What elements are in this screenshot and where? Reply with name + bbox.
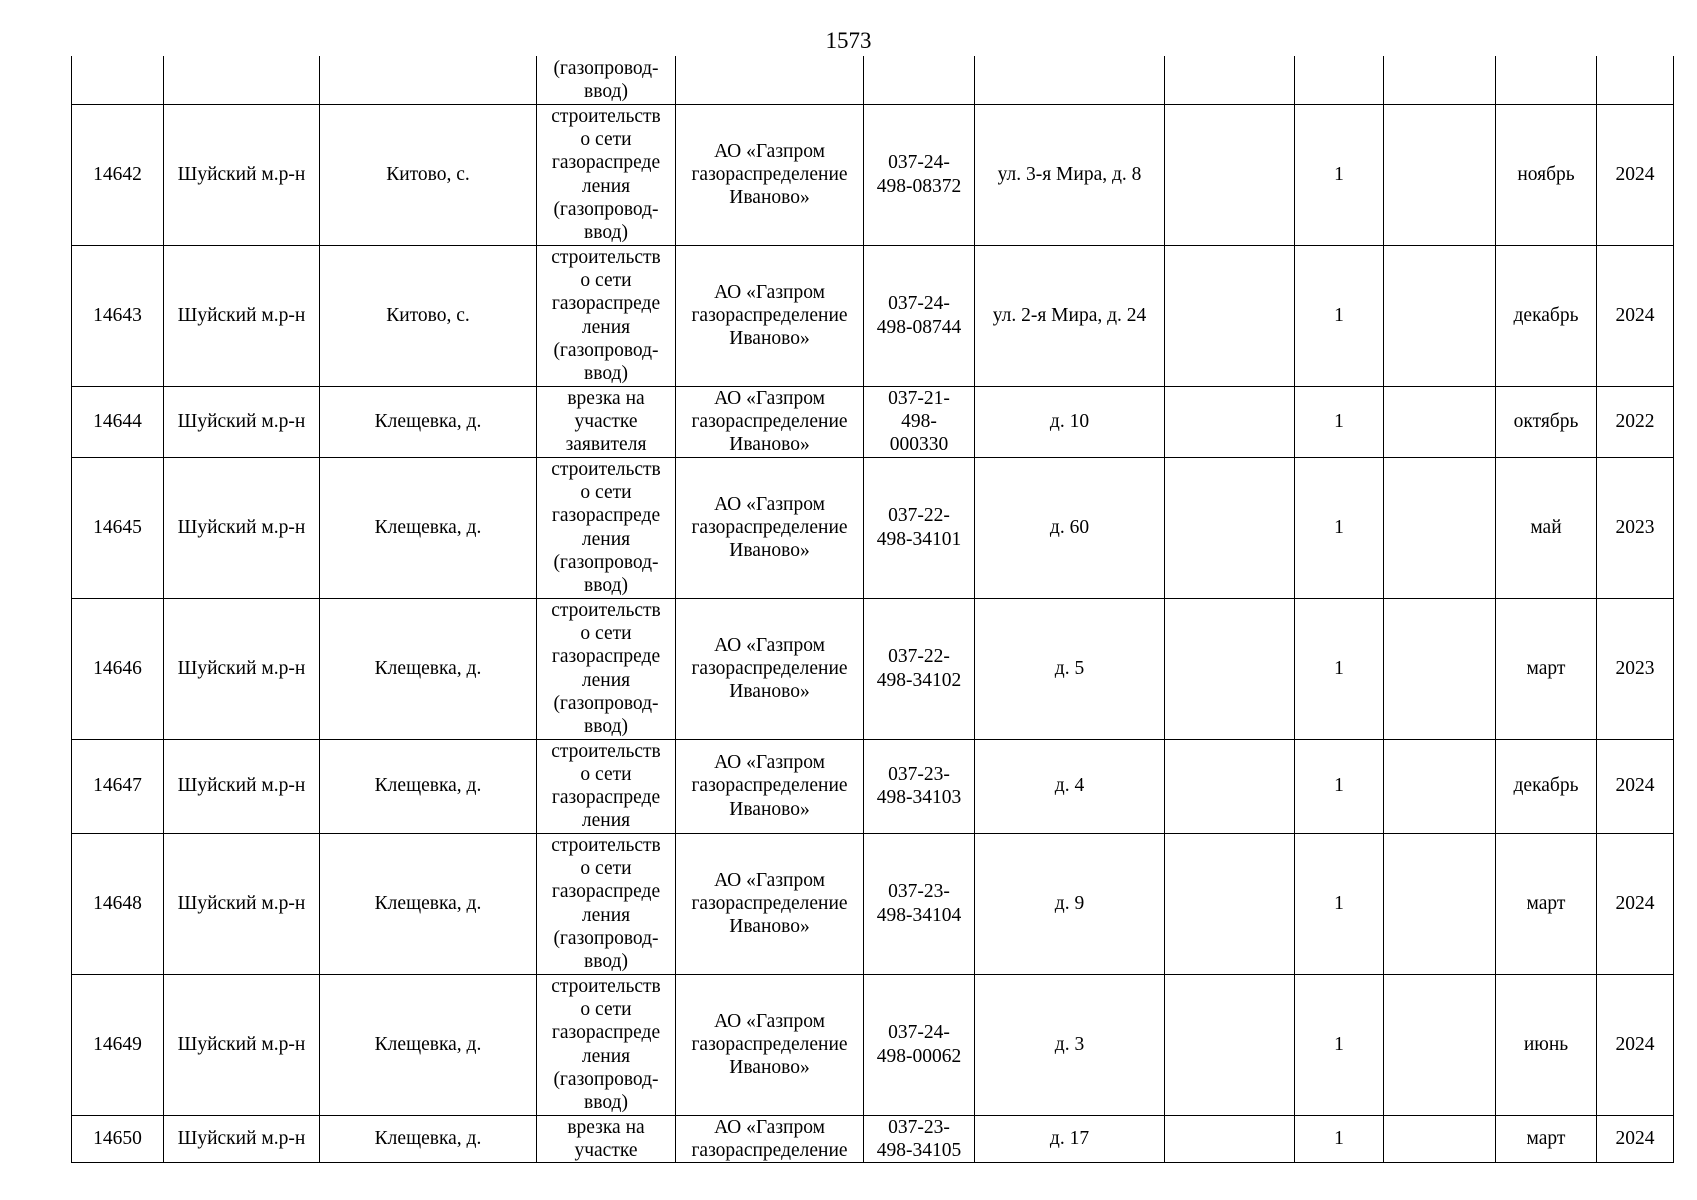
quantity-cell: 1 xyxy=(1295,104,1384,245)
application-number-cell: 037-23- 498-34105 xyxy=(864,1115,975,1162)
empty-cell xyxy=(1165,104,1295,245)
empty-cell xyxy=(1165,833,1295,974)
row-id-cell: 14643 xyxy=(72,245,164,386)
address-cell: д. 17 xyxy=(975,1115,1165,1162)
address-cell: д. 3 xyxy=(975,974,1165,1115)
year-cell: 2024 xyxy=(1597,739,1674,833)
locality-cell: Клещевка, д. xyxy=(320,1115,537,1162)
locality-cell: Клещевка, д. xyxy=(320,833,537,974)
empty-cell xyxy=(1165,457,1295,598)
locality-cell: Клещевка, д. xyxy=(320,598,537,739)
quantity-cell: 1 xyxy=(1295,1115,1384,1162)
locality-cell xyxy=(320,56,537,104)
empty-cell xyxy=(1384,1115,1496,1162)
district-cell: Шуйский м.р-н xyxy=(164,739,320,833)
work-type-cell: строительств о сети газораспреде ления (газопровод- ввод) xyxy=(537,598,676,739)
work-type-cell: строительств о сети газораспреде ления (газопровод- ввод) xyxy=(537,833,676,974)
year-cell: 2024 xyxy=(1597,1115,1674,1162)
application-number-cell: 037-22- 498-34102 xyxy=(864,598,975,739)
row-id-cell: 14644 xyxy=(72,386,164,457)
empty-cell xyxy=(1165,245,1295,386)
row-id-cell: 14648 xyxy=(72,833,164,974)
address-cell xyxy=(975,56,1165,104)
empty-cell xyxy=(1384,56,1496,104)
month-cell: март xyxy=(1496,598,1597,739)
empty-cell xyxy=(1165,56,1295,104)
application-number-cell: 037-21- 498- 000330 xyxy=(864,386,975,457)
work-type-cell: строительств о сети газораспреде ления (газопровод- ввод) xyxy=(537,245,676,386)
organization-cell: АО «Газпром газораспределение xyxy=(676,1115,864,1162)
row-id-cell: 14646 xyxy=(72,598,164,739)
application-number-cell xyxy=(864,56,975,104)
month-cell: март xyxy=(1496,833,1597,974)
year-cell: 2023 xyxy=(1597,457,1674,598)
empty-cell xyxy=(1165,386,1295,457)
work-type-cell: строительств о сети газораспреде ления xyxy=(537,739,676,833)
empty-cell xyxy=(1165,598,1295,739)
locality-cell: Китово, с. xyxy=(320,104,537,245)
quantity-cell: 1 xyxy=(1295,833,1384,974)
organization-cell: АО «Газпром газораспределение Иваново» xyxy=(676,104,864,245)
table-row xyxy=(72,974,1674,1115)
year-cell: 2024 xyxy=(1597,245,1674,386)
district-cell: Шуйский м.р-н xyxy=(164,245,320,386)
table-row xyxy=(72,104,1674,245)
quantity-cell: 1 xyxy=(1295,598,1384,739)
registry-body xyxy=(72,56,1674,1162)
organization-cell: АО «Газпром газораспределение Иваново» xyxy=(676,245,864,386)
empty-cell xyxy=(1165,974,1295,1115)
quantity-cell: 1 xyxy=(1295,739,1384,833)
organization-cell: АО «Газпром газораспределение Иваново» xyxy=(676,457,864,598)
page-number: 1573 xyxy=(825,28,872,53)
address-cell: д. 60 xyxy=(975,457,1165,598)
district-cell: Шуйский м.р-н xyxy=(164,1115,320,1162)
work-type-cell: (газопровод- ввод) xyxy=(537,56,676,104)
address-cell: д. 10 xyxy=(975,386,1165,457)
table-row xyxy=(72,386,1674,457)
quantity-cell: 1 xyxy=(1295,386,1384,457)
application-number-cell: 037-24- 498-08372 xyxy=(864,104,975,245)
year-cell: 2024 xyxy=(1597,833,1674,974)
empty-cell xyxy=(1384,245,1496,386)
work-type-cell: врезка на участке заявителя xyxy=(537,386,676,457)
application-number-cell: 037-22- 498-34101 xyxy=(864,457,975,598)
year-cell: 2024 xyxy=(1597,974,1674,1115)
organization-cell: АО «Газпром газораспределение Иваново» xyxy=(676,386,864,457)
district-cell: Шуйский м.р-н xyxy=(164,457,320,598)
work-type-cell: строительств о сети газораспреде ления (газопровод- ввод) xyxy=(537,457,676,598)
year-cell: 2023 xyxy=(1597,598,1674,739)
table-row xyxy=(72,598,1674,739)
empty-cell xyxy=(1384,104,1496,245)
empty-cell xyxy=(1384,974,1496,1115)
empty-cell xyxy=(1384,833,1496,974)
district-cell: Шуйский м.р-н xyxy=(164,598,320,739)
work-type-cell: строительств о сети газораспреде ления (газопровод- ввод) xyxy=(537,104,676,245)
registry-table xyxy=(71,56,1674,1163)
empty-cell xyxy=(1384,598,1496,739)
row-id-cell: 14650 xyxy=(72,1115,164,1162)
year-cell: 2024 xyxy=(1597,104,1674,245)
address-cell: ул. 2-я Мира, д. 24 xyxy=(975,245,1165,386)
empty-cell xyxy=(1384,386,1496,457)
table-row xyxy=(72,739,1674,833)
month-cell: ноябрь xyxy=(1496,104,1597,245)
work-type-cell: строительств о сети газораспреде ления (газопровод- ввод) xyxy=(537,974,676,1115)
month-cell: октябрь xyxy=(1496,386,1597,457)
locality-cell: Китово, с. xyxy=(320,245,537,386)
quantity-cell: 1 xyxy=(1295,974,1384,1115)
address-cell: д. 5 xyxy=(975,598,1165,739)
month-cell: май xyxy=(1496,457,1597,598)
organization-cell xyxy=(676,56,864,104)
organization-cell: АО «Газпром газораспределение Иваново» xyxy=(676,739,864,833)
month-cell xyxy=(1496,56,1597,104)
application-number-cell: 037-24- 498-00062 xyxy=(864,974,975,1115)
organization-cell: АО «Газпром газораспределение Иваново» xyxy=(676,974,864,1115)
table-row xyxy=(72,245,1674,386)
district-cell: Шуйский м.р-н xyxy=(164,833,320,974)
row-id-cell: 14647 xyxy=(72,739,164,833)
row-id-cell: 14649 xyxy=(72,974,164,1115)
year-cell: 2022 xyxy=(1597,386,1674,457)
row-id-cell xyxy=(72,56,164,104)
empty-cell xyxy=(1384,457,1496,598)
month-cell: декабрь xyxy=(1496,739,1597,833)
table-row xyxy=(72,1115,1674,1162)
empty-cell xyxy=(1165,739,1295,833)
locality-cell: Клещевка, д. xyxy=(320,974,537,1115)
district-cell: Шуйский м.р-н xyxy=(164,104,320,245)
month-cell: июнь xyxy=(1496,974,1597,1115)
quantity-cell: 1 xyxy=(1295,457,1384,598)
table-row xyxy=(72,56,1674,104)
row-id-cell: 14642 xyxy=(72,104,164,245)
address-cell: д. 9 xyxy=(975,833,1165,974)
work-type-cell: врезка на участке xyxy=(537,1115,676,1162)
year-cell xyxy=(1597,56,1674,104)
quantity-cell xyxy=(1295,56,1384,104)
organization-cell: АО «Газпром газораспределение Иваново» xyxy=(676,833,864,974)
application-number-cell: 037-24- 498-08744 xyxy=(864,245,975,386)
locality-cell: Клещевка, д. xyxy=(320,739,537,833)
month-cell: март xyxy=(1496,1115,1597,1162)
table-row xyxy=(72,833,1674,974)
district-cell xyxy=(164,56,320,104)
organization-cell: АО «Газпром газораспределение Иваново» xyxy=(676,598,864,739)
quantity-cell: 1 xyxy=(1295,245,1384,386)
locality-cell: Клещевка, д. xyxy=(320,457,537,598)
application-number-cell: 037-23- 498-34104 xyxy=(864,833,975,974)
month-cell: декабрь xyxy=(1496,245,1597,386)
district-cell: Шуйский м.р-н xyxy=(164,974,320,1115)
table-row xyxy=(72,457,1674,598)
empty-cell xyxy=(1165,1115,1295,1162)
address-cell: ул. 3-я Мира, д. 8 xyxy=(975,104,1165,245)
application-number-cell: 037-23- 498-34103 xyxy=(864,739,975,833)
locality-cell: Клещевка, д. xyxy=(320,386,537,457)
empty-cell xyxy=(1384,739,1496,833)
address-cell: д. 4 xyxy=(975,739,1165,833)
row-id-cell: 14645 xyxy=(72,457,164,598)
district-cell: Шуйский м.р-н xyxy=(164,386,320,457)
